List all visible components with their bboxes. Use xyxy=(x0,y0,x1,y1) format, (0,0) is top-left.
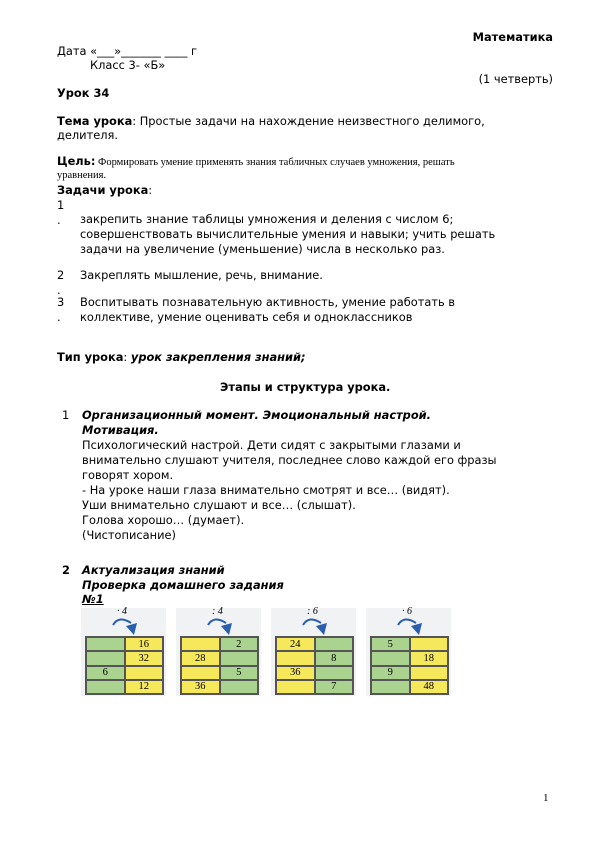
task-1-line-3: задачи на увеличение (уменьшение) числа в несколько раз. xyxy=(80,242,445,256)
grid-cell xyxy=(220,680,259,694)
stage-1-line-6: Голова хорошо… (думает). xyxy=(82,513,245,527)
task-3-line-1: Воспитывать познавательную активность, умение работать в xyxy=(80,295,456,309)
table-operation: : 6 xyxy=(307,606,318,617)
lesson-type-value: урок закрепления знаний; xyxy=(130,350,306,364)
tasks-heading xyxy=(57,183,152,198)
task-1-line-2: совершенствовать вычислительные умения и навыки; учить решать xyxy=(80,227,496,241)
lesson-number: Урок 34 xyxy=(57,86,110,100)
grid-cell xyxy=(276,651,315,665)
grid-cell: 6 xyxy=(86,666,125,680)
grid-cell xyxy=(125,666,164,680)
grid-cell: 16 xyxy=(125,637,164,651)
grid-cell: 5 xyxy=(220,666,259,680)
stage-2-task-number: №1 xyxy=(82,592,104,606)
topic-text: : Простые задачи на нахождение неизвестного делимого, xyxy=(132,114,485,128)
tasks-label: Задачи урока xyxy=(57,183,149,197)
number-grid xyxy=(370,636,449,695)
lesson-type-colon: : xyxy=(123,350,131,364)
goal-label: Цель: xyxy=(57,154,96,168)
exercise-table-3 xyxy=(271,608,356,696)
stage-1-number: 1 xyxy=(62,408,70,422)
stages-title: Этапы и структура урока. xyxy=(220,380,391,394)
stage-2-number: 2 xyxy=(62,563,70,577)
exercise-table-4 xyxy=(366,608,451,696)
curved-arrow-icon xyxy=(299,615,333,637)
exercise-table-2 xyxy=(176,608,261,696)
grid-cell xyxy=(276,680,315,694)
grid-cell xyxy=(371,651,410,665)
grid-cell: 2 xyxy=(220,637,259,651)
grid-cell xyxy=(181,666,220,680)
grid-cell xyxy=(86,680,125,694)
table-operation: · 6 xyxy=(402,606,412,617)
number-grid xyxy=(275,636,354,695)
grid-cell xyxy=(410,637,449,651)
goal-text: Формировать умение применять знания табличных случаев умножения, решать xyxy=(95,157,455,168)
grid-cell: 24 xyxy=(276,637,315,651)
curved-arrow-icon xyxy=(394,615,428,637)
curved-arrow-icon xyxy=(204,615,238,637)
grid-cell: 32 xyxy=(125,651,164,665)
goal-line-2: уравнения. xyxy=(57,170,107,181)
grid-cell: 7 xyxy=(315,680,354,694)
table-operation: · 4 xyxy=(117,606,127,617)
lesson-type-line xyxy=(57,350,306,365)
lesson-type-label: Тип урока xyxy=(57,350,124,364)
grid-cell: 8 xyxy=(315,651,354,665)
stage-1-title-2: Мотивация. xyxy=(82,423,159,437)
tasks-colon: : xyxy=(148,183,153,197)
stage-1-line-3: говорят хором. xyxy=(82,468,174,482)
stage-1-title-1: Организационный момент. Эмоциональный настрой. xyxy=(82,408,431,422)
grid-cell xyxy=(220,651,259,665)
grid-cell: 28 xyxy=(181,651,220,665)
goal-line xyxy=(57,154,455,170)
grid-cell xyxy=(181,637,220,651)
quarter-label: (1 четверть) xyxy=(478,72,553,86)
grid-cell xyxy=(410,666,449,680)
date-line: Дата «___»_______ ____ г xyxy=(57,44,198,58)
table-operation: : 4 xyxy=(212,606,223,617)
task-1-number: 1 xyxy=(57,198,65,212)
grid-cell xyxy=(86,651,125,665)
grid-cell: 18 xyxy=(410,651,449,665)
grid-cell xyxy=(315,666,354,680)
exercise-table-1 xyxy=(81,608,166,696)
number-grid xyxy=(85,636,164,695)
grid-cell xyxy=(86,637,125,651)
stage-1-line-2: внимательно слушают учителя, последнее слово каждой его фразы xyxy=(82,453,497,467)
stage-2-title-2: Проверка домашнего задания xyxy=(82,578,284,592)
curved-arrow-icon xyxy=(109,615,143,637)
grid-cell: 36 xyxy=(276,666,315,680)
task-3-dot: . xyxy=(57,310,61,324)
task-2-dot: . xyxy=(57,283,61,297)
stage-1-line-7: (Чистописание) xyxy=(82,528,176,542)
stage-2-title-1: Актуализация знаний xyxy=(82,563,225,577)
stage-1-line-4: - На уроке наши глаза внимательно смотрят и все… (видят). xyxy=(82,483,450,497)
task-1-line-1: закрепить знание таблицы умножения и деления с числом 6; xyxy=(80,212,454,226)
subject-title: Математика xyxy=(472,30,553,44)
topic-line-2: делителя. xyxy=(57,128,118,142)
stage-1-line-1: Психологический настрой. Дети сидят с закрытыми глазами и xyxy=(82,438,461,452)
grid-cell xyxy=(315,637,354,651)
class-line: Класс 3- «Б» xyxy=(90,58,166,72)
grid-cell: 5 xyxy=(371,637,410,651)
task-3-line-2: коллективе, умение оценивать себя и одноклассников xyxy=(80,310,413,324)
grid-cell: 12 xyxy=(125,680,164,694)
page-number: 1 xyxy=(543,792,549,804)
topic-line xyxy=(57,114,485,129)
grid-cell: 36 xyxy=(181,680,220,694)
topic-label: Тема урока xyxy=(57,114,133,128)
grid-cell: 9 xyxy=(371,666,410,680)
grid-cell xyxy=(371,680,410,694)
grid-cell: 48 xyxy=(410,680,449,694)
task-2-number: 2 xyxy=(57,268,65,282)
task-1-dot: . xyxy=(57,213,61,227)
task-2-line-1: Закреплять мышление, речь, внимание. xyxy=(80,268,323,282)
stage-1-line-5: Уши внимательно слушают и все… (слышат). xyxy=(82,498,356,512)
task-3-number: 3 xyxy=(57,295,65,309)
number-grid xyxy=(180,636,259,695)
